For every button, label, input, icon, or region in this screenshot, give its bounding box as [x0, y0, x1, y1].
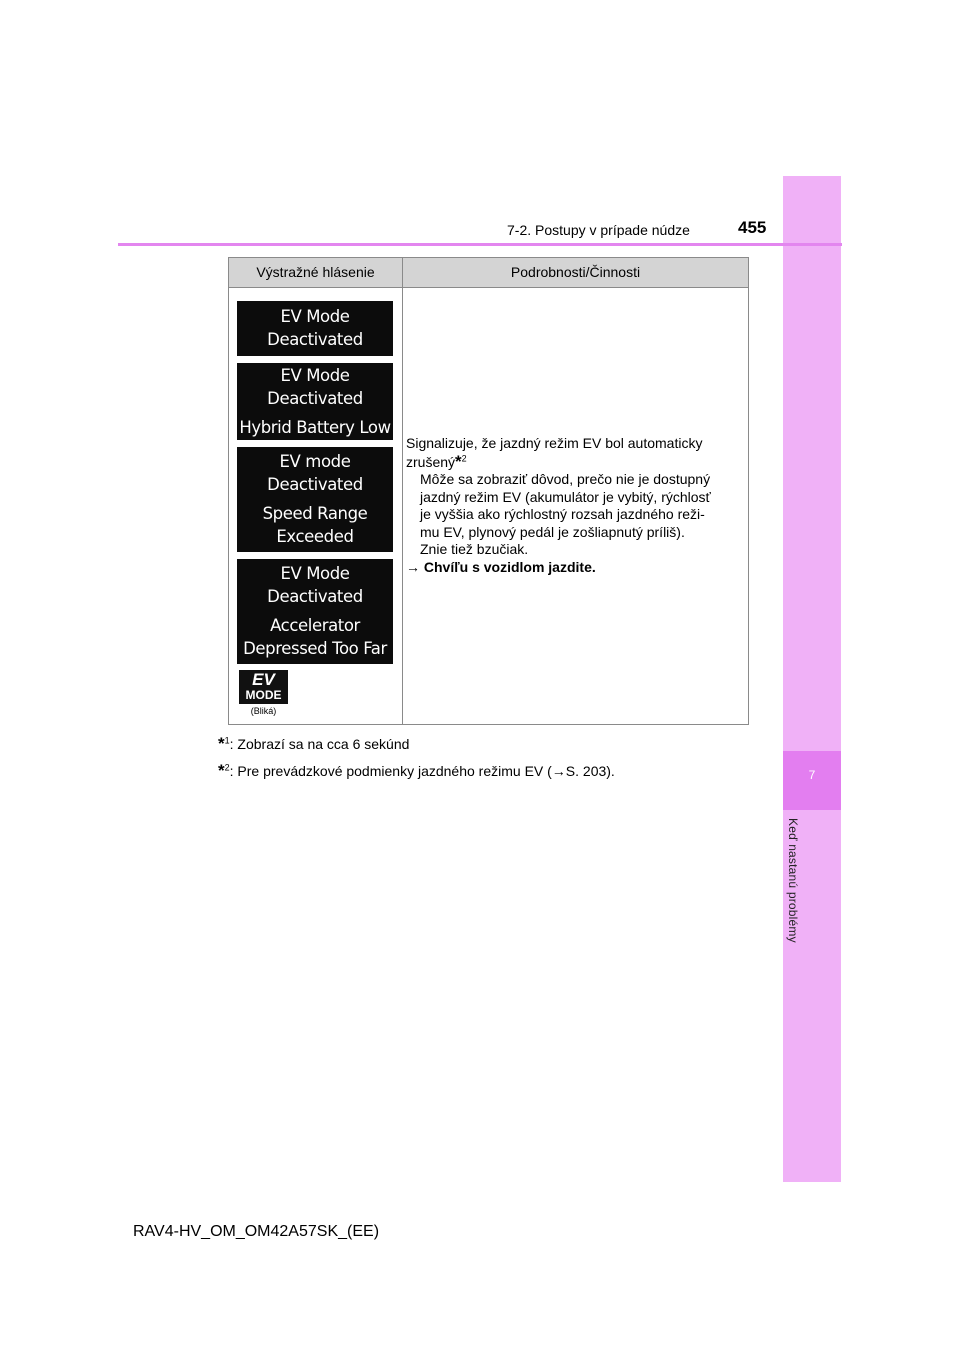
warning-message-speed-range-exceeded — [237, 447, 393, 552]
chapter-title: Keď nastanú problémy — [786, 818, 800, 943]
footnote-1 — [218, 734, 409, 754]
message-line: Depressed Too Far — [243, 638, 387, 658]
section-title: 7-2. Postupy v prípade núdze — [507, 222, 690, 238]
footnote-text: : Zobrazí sa na cca 6 sekúnd — [229, 736, 410, 752]
warning-message-accelerator-depressed — [237, 559, 393, 664]
message-line: Deactivated — [267, 474, 363, 494]
details-line: jazdný režim EV (akumulátor je vybitý, rýchlosť — [420, 488, 711, 505]
details-text — [406, 435, 748, 576]
message-line: EV Mode — [280, 307, 350, 326]
message-line: Deactivated — [267, 388, 363, 408]
footnote-star: * — [455, 451, 462, 471]
footnote-number: 1 — [224, 735, 230, 746]
footnote-ref: 2 — [461, 452, 467, 463]
mode-icon-text: MODE — [245, 688, 282, 702]
details-line — [406, 453, 748, 472]
chapter-number: 7 — [808, 768, 816, 782]
ev-mode-indicator-icon — [239, 670, 288, 704]
message-line: Speed Range — [262, 504, 368, 523]
page-number: 455 — [738, 218, 767, 237]
message-line: Deactivated — [267, 586, 363, 606]
warning-message-ev-mode-deactivated — [237, 301, 393, 356]
details-line: Signalizuje, že jazdný režim EV bol automaticky — [406, 435, 703, 451]
message-line: Deactivated — [267, 329, 363, 349]
footnote-text: : Pre prevádzkové podmienky jazdného režimu EV (→S. 203). — [229, 763, 615, 779]
details-line: Môže sa zobraziť dôvod, prečo nie je dostupný — [420, 471, 711, 487]
message-line: Hybrid Battery Low — [239, 418, 391, 437]
details-line: je vyššia ako rýchlostný rozsah jazdného reži- — [420, 506, 705, 522]
header-details-actions: Podrobnosti/Činnosti — [510, 264, 641, 280]
message-line: Exceeded — [276, 526, 354, 546]
details-line: Znie tiež bzučiak. — [420, 541, 529, 557]
chapter-side-tab — [783, 176, 841, 1182]
message-line: EV mode — [279, 452, 351, 471]
footnote-star: * — [218, 734, 225, 753]
footnote-star: * — [218, 761, 225, 780]
action-line: → Chvíľu s vozidlom jazdite. — [406, 558, 596, 575]
ev-icon-text: EV — [252, 670, 275, 689]
message-line: EV Mode — [280, 564, 350, 583]
details-line: mu EV, plynový pedál je zošliapnutý príliš). — [420, 523, 685, 540]
header-rule — [118, 243, 842, 246]
warning-message-hybrid-battery-low — [237, 363, 393, 440]
indicator-caption: (Bliká) — [250, 706, 277, 716]
footnote-2 — [218, 761, 615, 781]
details-word: zrušený — [406, 453, 456, 470]
footnote-number: 2 — [224, 762, 230, 773]
header-warning-message: Výstražné hlásenie — [256, 264, 375, 280]
column-divider — [402, 258, 403, 724]
document-code: RAV4-HV_OM_OM42A57SK_(EE) — [133, 1223, 380, 1240]
message-line: EV Mode — [280, 366, 350, 385]
message-line: Accelerator — [270, 616, 360, 635]
